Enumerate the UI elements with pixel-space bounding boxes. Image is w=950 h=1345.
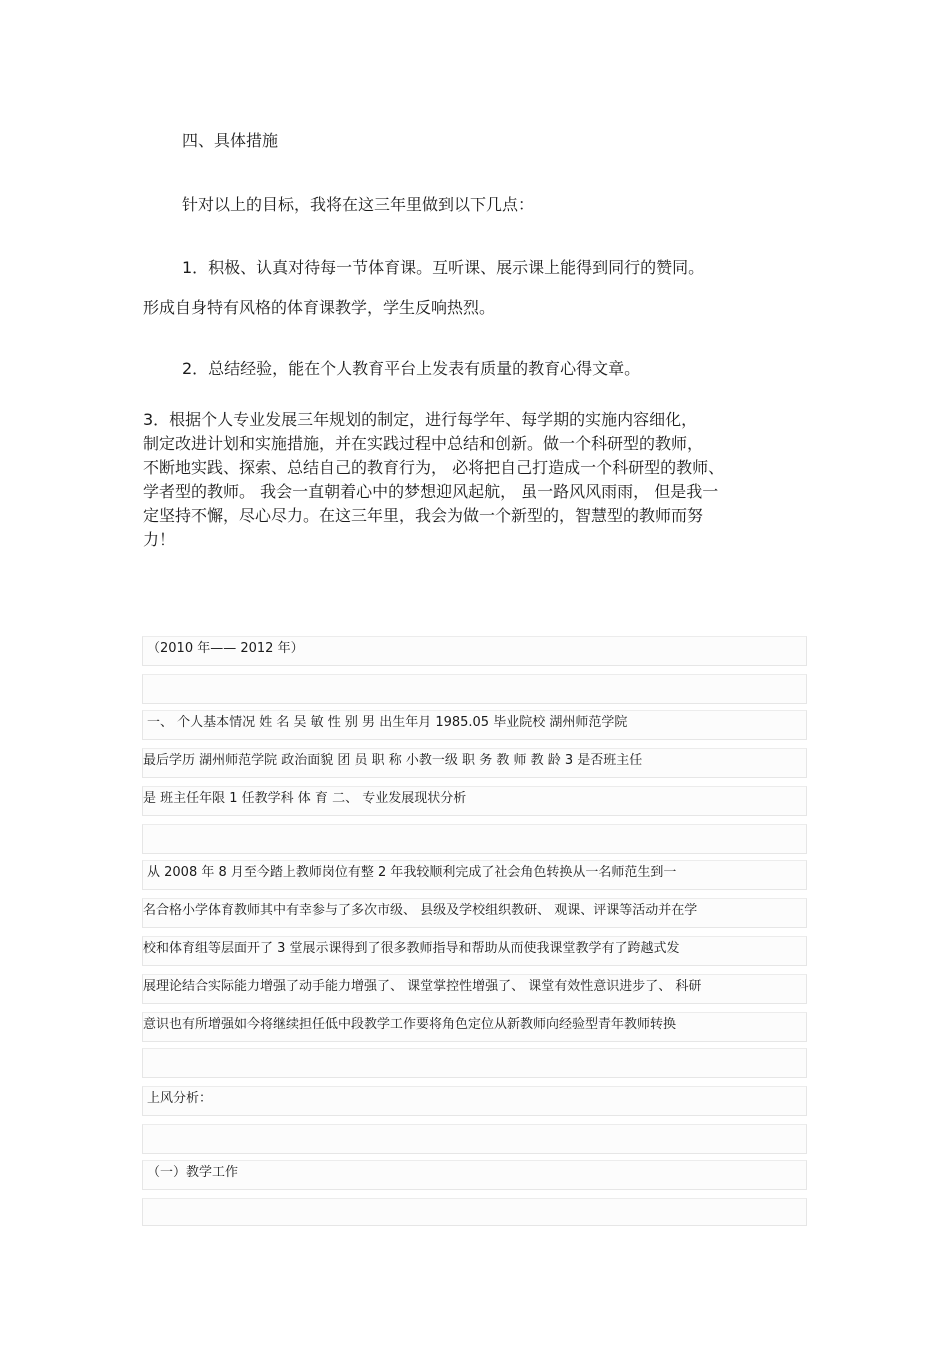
table-row <box>142 824 807 854</box>
table-cell-text: 从 2008 年 8 月至今踏上教师岗位有整 2 年我较顺利完成了社会角色转换从一名师范生到一 <box>147 865 677 880</box>
measure-item-1-line-1: 1．积极、认真对待每一节体育课。互听课、展示课上能得到同行的赞同。 <box>182 258 705 277</box>
table-row <box>142 1048 807 1078</box>
section-intro: 针对以上的目标，我将在这三年里做到以下几点： <box>182 195 535 214</box>
table-cell-text: （2010 年—— 2012 年） <box>147 641 304 656</box>
table-row <box>142 898 807 928</box>
measure-item-3 <box>143 408 808 552</box>
table-row <box>142 1160 807 1190</box>
measure-item-1-line-2: 形成自身特有风格的体育课教学，学生反响热烈。 <box>143 298 496 317</box>
measure-item-3-line: 学者型的教师。 我会一直朝着心中的梦想迎风起航， 虽一路风风雨雨， 但是我一 <box>143 482 719 501</box>
measure-item-3-line: 3．根据个人专业发展三年规划的制定，进行每学年、每学期的实施内容细化， <box>143 410 698 429</box>
table-row <box>142 1086 807 1116</box>
table-cell-text: （一）教学工作 <box>147 1165 239 1180</box>
table-row <box>142 860 807 890</box>
table-cell-text: 最后学历 湖州师范学院 政治面貌 团 员 职 称 小教一级 职 务 教 师 教 龄 3 是否班主任 <box>143 753 643 768</box>
measure-item-3-line: 力！ <box>143 530 176 549</box>
table-cell-text: 是 班主任年限 1 任教学科 体 育 二、 专业发展现状分析 <box>143 791 467 806</box>
measure-item-3-line: 不断地实践、探索、总结自己的教育行为， 必将把自己打造成一个科研型的教师、 <box>143 458 725 477</box>
table-row <box>142 974 807 1004</box>
table-row <box>142 1124 807 1154</box>
table-row <box>142 636 807 666</box>
section-heading: 四、具体措施 <box>182 131 279 150</box>
table-cell-text: 名合格小学体育教师其中有幸参与了多次市级、 县级及学校组织教研、 观课、评课等活动并在学 <box>143 903 698 918</box>
table-row <box>142 674 807 704</box>
measure-item-3-line: 制定改进计划和实施措施，并在实践过程中总结和创新。做一个科研型的教师， <box>143 434 704 453</box>
table-row <box>142 1012 807 1042</box>
table-cell-text: 意识也有所增强如今将继续担任低中段教学工作要将角色定位从新教师向经验型青年教师转换 <box>143 1017 677 1032</box>
table-row <box>142 936 807 966</box>
table-cell-text: 展理论结合实际能力增强了动手能力增强了、 课堂掌控性增强了、 课堂有效性意识进步了、 科研 <box>143 979 702 994</box>
table-row <box>142 786 807 816</box>
table-row <box>142 1198 807 1226</box>
measure-item-2: 2．总结经验，能在个人教育平台上发表有质量的教育心得文章。 <box>182 359 641 378</box>
table-cell-text: 一、 个人基本情况 姓 名 吴 敏 性 别 男 出生年月 1985.05 毕业院校 湖州师范学院 <box>147 715 628 730</box>
measure-item-3-line: 定坚持不懈，尽心尽力。在这三年里，我会为做一个新型的，智慧型的教师而努 <box>143 506 704 525</box>
table-cell-text: 上风分析： <box>147 1091 213 1106</box>
table-cell-text: 校和体育组等层面开了 3 堂展示课得到了很多教师指导和帮助从而使我课堂教学有了跨越式发 <box>143 941 680 956</box>
table-row <box>142 710 807 740</box>
table-row <box>142 748 807 778</box>
